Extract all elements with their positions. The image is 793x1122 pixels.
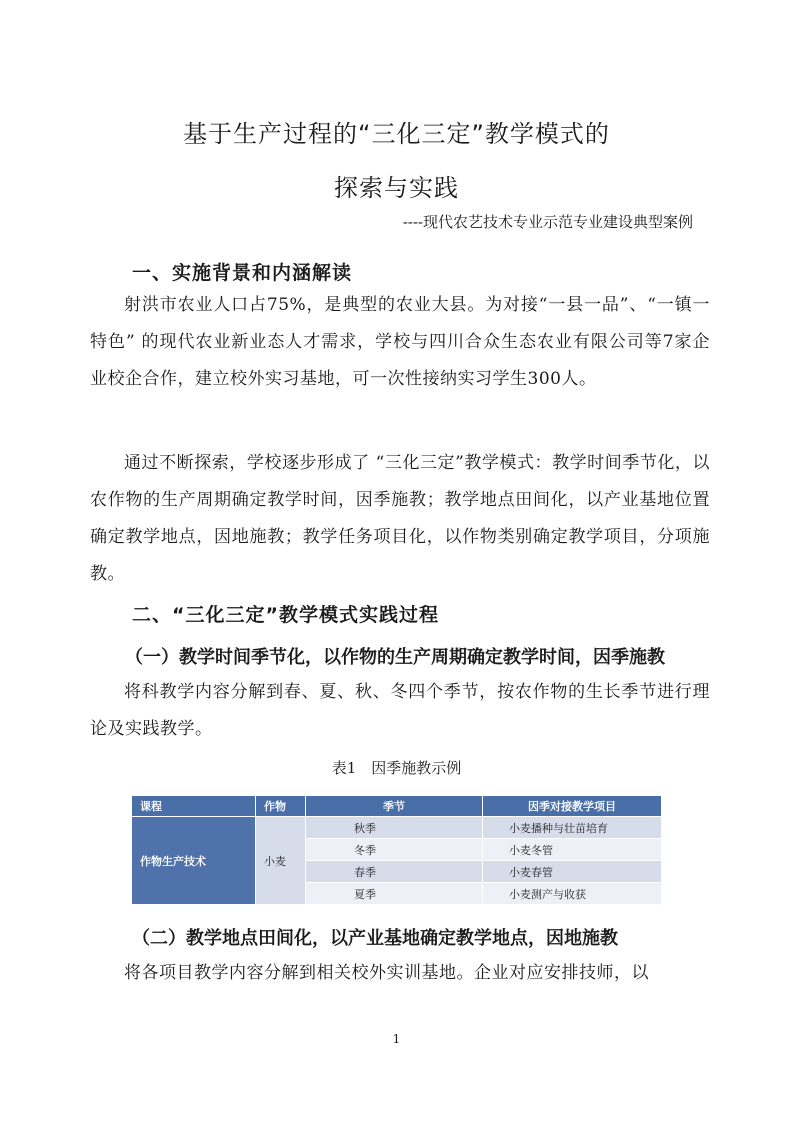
header-course: 课程 <box>132 796 256 817</box>
document-subtitle: ----现代农艺技术专业示范专业建设典型案例 <box>402 213 693 231</box>
subsection2-heading: （二）教学地点田间化，以产业基地确定教学地点，因地施教 <box>132 928 618 949</box>
table-caption: 表1 因季施教示例 <box>331 759 462 777</box>
project-cell: 小麦播种与壮苗培育 <box>483 817 662 839</box>
header-project: 因季对接教学项目 <box>483 796 662 817</box>
course-cell: 作物生产技术 <box>132 817 256 905</box>
crop-cell: 小麦 <box>256 817 306 905</box>
header-season: 季节 <box>306 796 483 817</box>
seasonal-teaching-table <box>131 795 662 905</box>
page-number: 1 <box>392 1032 401 1046</box>
season-cell: 冬季 <box>306 839 483 861</box>
season-cell: 夏季 <box>306 883 483 905</box>
paragraph-field-teaching: 将各项目教学内容分解到相关校外实训基地。企业对应安排技师，以 <box>124 963 649 983</box>
subsection1-heading: （一）教学时间季节化，以作物的生产周期确定教学时间，因季施教 <box>125 647 665 668</box>
season-cell: 春季 <box>306 861 483 883</box>
project-cell: 小麦春管 <box>483 861 662 883</box>
project-cell: 小麦测产与收获 <box>483 883 662 905</box>
document-title-line2: 探索与实践 <box>334 174 459 202</box>
paragraph-background: 射洪市农业人口占75%，是典型的农业大县。为对接“一县一品”、“一镇一特色” 的现代农业新业态人才需求，学校与四川合众生态农业有限公司等7家企业校企合作，建立校外实习基地，可一次性接纳实习学生300人。 <box>90 295 710 389</box>
section2-heading: 二、“三化三定”教学模式实践过程 <box>132 604 439 626</box>
table-row <box>132 817 662 839</box>
table-header-row <box>132 796 662 817</box>
header-crop: 作物 <box>256 796 306 817</box>
document-title-line1: 基于生产过程的“三化三定”教学模式的 <box>183 120 610 148</box>
section1-heading: 一、实施背景和内涵解读 <box>132 262 353 284</box>
paragraph-seasonal-teaching: 将科教学内容分解到春、夏、秋、冬四个季节，按农作物的生长季节进行理论及实践教学。 <box>90 682 710 739</box>
project-cell: 小麦冬管 <box>483 839 662 861</box>
season-cell: 秋季 <box>306 817 483 839</box>
paragraph-model-description: 通过不断探索，学校逐步形成了 “三化三定”教学模式：教学时间季节化，以农作物的生产周期确定教学时间，因季施教；教学地点田间化，以产业基地位置确定教学地点，因地施教；教学任务项目化，以作物类别确定教学项目，分项施教。 <box>90 453 710 584</box>
